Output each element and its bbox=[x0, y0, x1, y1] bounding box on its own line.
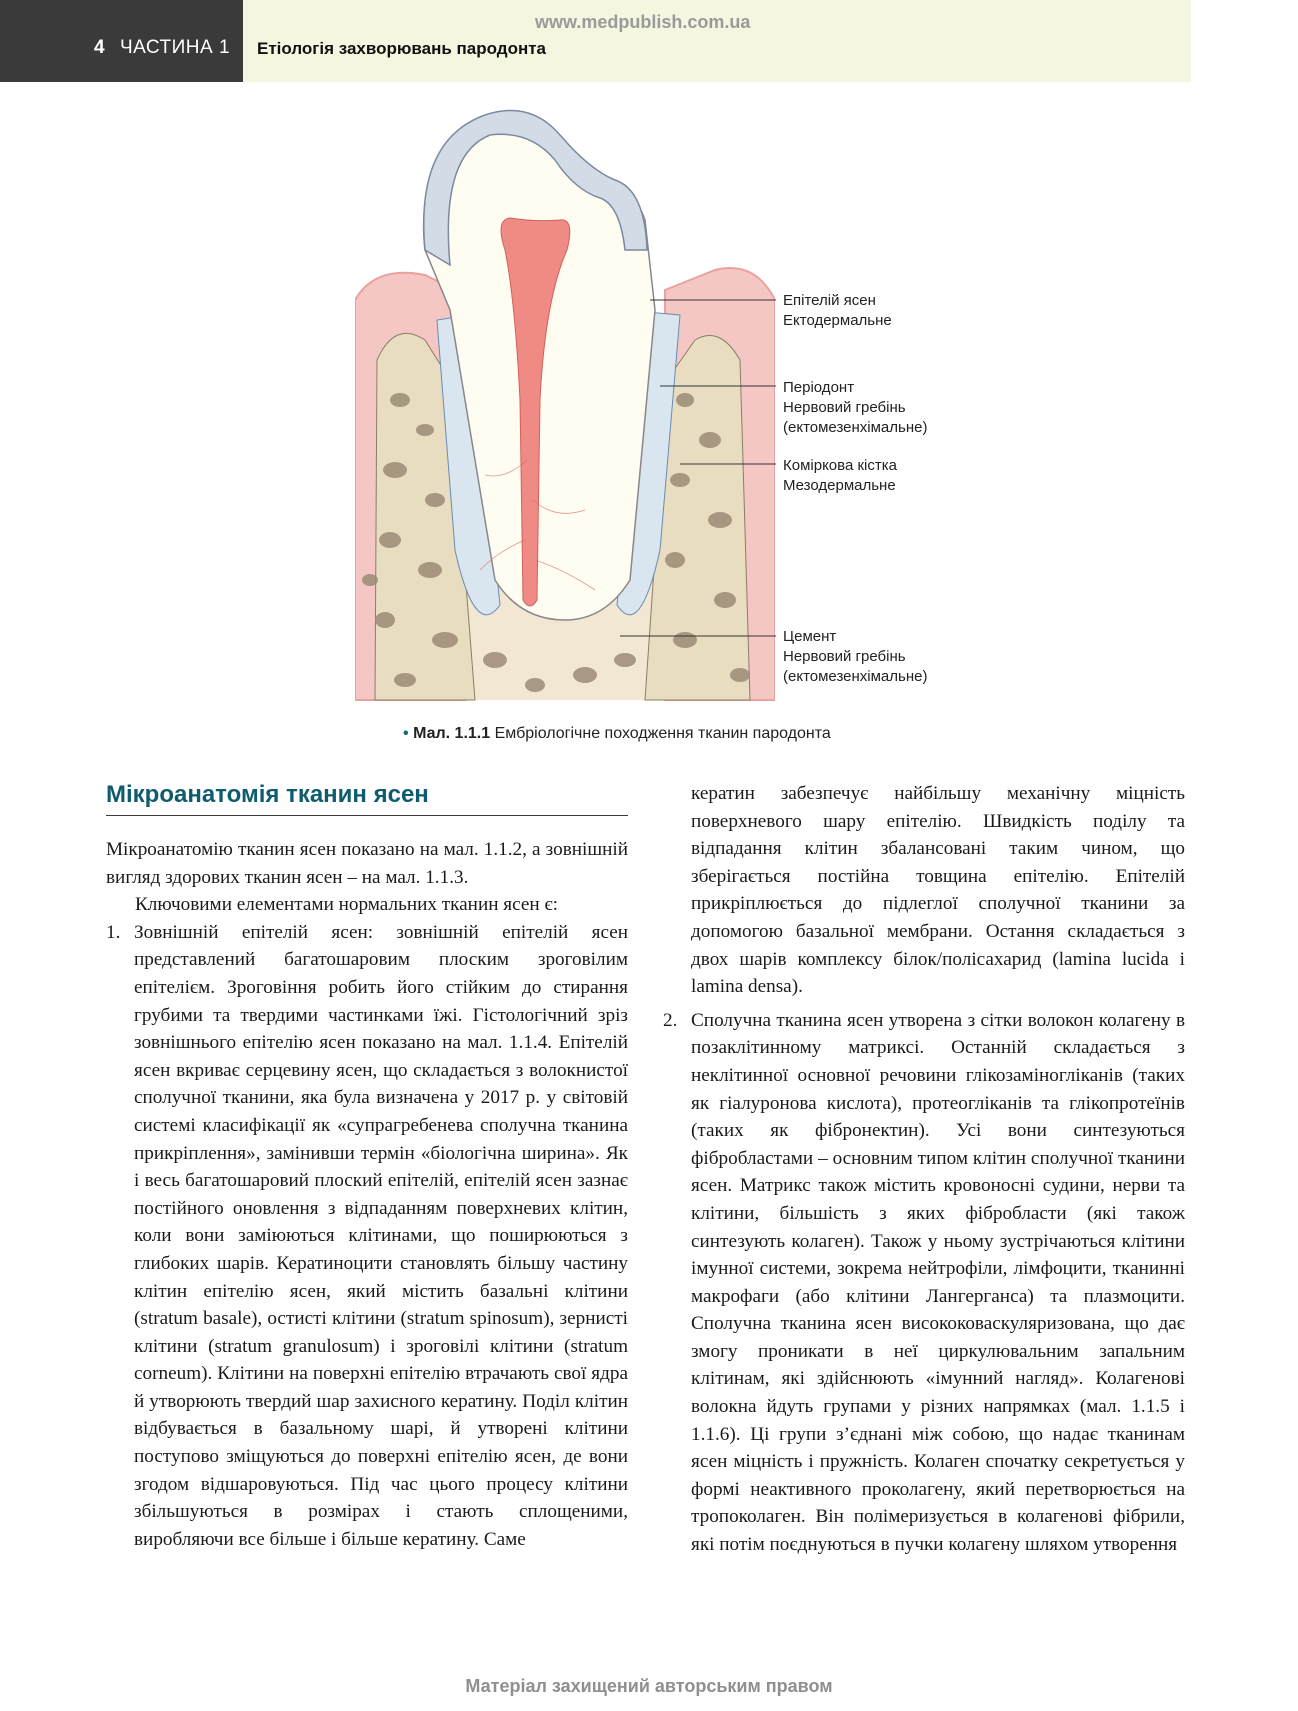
publisher-url[interactable]: www.medpublish.com.ua bbox=[535, 12, 751, 32]
label-alveolar-bone: Коміркова кістка Мезодермальне bbox=[783, 457, 897, 494]
page-number: 4 bbox=[94, 37, 105, 58]
list-item bbox=[106, 919, 628, 1554]
list-item-text: Зовнішній епітелій ясен: зовнішній епітелій ясен представлений багатошаровим плоским зроговілим епітелієм. Зроговіння робить його стійким до стирання грубими та твердими частинками їжі. Гістологічний зріз зовнішнього епітелію ясен показано на мал. 1.1.4. Епітелій ясен вкриває серцевину ясен, що складається з волокнистої сполучної тканини, яка була визначена у 2017 р. у світовій системі класифікації як «супрагребенева сполучна тканина прикріплення», замінивши термін «біологічна ширина». Як і весь багатошаровий плоский епітелій, епітелій ясен зазнає постійного оновлення з відпаданням поверхневих клітин, коли вони заміюються клітинами, що поширюються з глибоких шарів. Кератиноцити становлять більшу частину клітин епітелію ясен, який містить базальні клітини (stratum basale), остисті клітини (stratum spinosum), зернисті клітини (stratum granulosum) і зроговілі клітини (stratum corneum). Клітини на поверхні епітелію втрачають свої ядра й утворюють твердий шар захисного кератину. Поділ клітин відбувається в базальному шарі, й утворені клітини поступово зміщуються до поверхні епітелію ясен, де вони згодом відшаровуються. Під час цього процесу клітини збільшуються в розмірах і стають сплощеними, виробляючи все більше і більше кератину. Саме bbox=[134, 921, 628, 1550]
intro-paragraph: Мікроанатомію тканин ясен показано на мал. 1.1.2, а зовнішній вигляд здорових тканин ясен – на мал. 1.1.3. bbox=[106, 839, 628, 888]
figure-caption bbox=[403, 725, 831, 743]
chapter-title: Етіологія захворювань пародонта bbox=[257, 39, 547, 58]
list-number: 2. bbox=[663, 1009, 678, 1031]
right-column bbox=[663, 780, 1185, 1559]
left-column bbox=[106, 836, 628, 1553]
lead-paragraph: Ключовими елементами нормальних тканин ясен є: bbox=[135, 894, 559, 916]
copyright-footer: Матеріал захищений авторським правом bbox=[465, 1676, 833, 1696]
caption-text: Ембріологічне походження тканин пародонта bbox=[494, 725, 831, 742]
section-title: Мікроанатомія тканин ясен bbox=[106, 781, 628, 816]
label-leader-lines bbox=[0, 0, 1298, 720]
label-cementum: Цемент Нервовий гребінь (ектомезенхімальне) bbox=[783, 628, 928, 685]
part-label: ЧАСТИНА 1 bbox=[120, 37, 231, 58]
continuation-paragraph: кератин забезпечує найбільшу механічну міцність поверхневого шару епітелію. Швидкість поділу та відпадання клітин збалансовані таким чином, що зберігається постійна товщина епітелію. Епітелій прикріплюється до підлеглої сполучної тканини за допомогою базальної мембрани. Остання складається з двох шарів комплексу білок/полісахарид (lamina lucida і lamina densa). bbox=[691, 783, 1185, 998]
caption-number: Мал. 1.1.1 bbox=[413, 725, 491, 742]
list-item-text: Сполучна тканина ясен утворена з сітки волокон колагену в позаклітинному матриксі. Останній складається з неклітинної основної речовини глікозаміногліканів (таких як гіалуронова кислота), протеогліканів та глікопротеїнів (таких як фібронектин). Усі вони синтезуються фібробластами – основним типом клітин сполучної тканини ясен. Матрикс також містить кровоносні судини, нерви та клітини, більшість з яких фібробласти (які також синтезують колаген). Також у ньому зустрічаються клітини імунної системи, зокрема нейтрофіли, лімфоцити, тканинні макрофаги (або клітини Лангерганса) та плазмоцити. Сполучна тканина ясен висококоваскуляризована, що дає змогу проникати в неї циркулювальним запальним клітинам, які здійснюють «імунний нагляд». Колагенові волокна йдуть групами у різних напрямках (мал. 1.1.5 і 1.1.6). Ці групи з’єднані між собою, що надає тканинам ясен міцність і пружність. Колаген спочатку секретується у формі неактивного проколагену, який перетворюється на тропоколаген. Він полімеризується в колагенові фібрили, які потім поєднуються в пучки колагену шляхом утворення bbox=[691, 1009, 1185, 1556]
label-periodontium: Періодонт Нервовий гребінь (ектомезенхімальне) bbox=[783, 379, 928, 436]
caption-bullet: • bbox=[403, 725, 409, 742]
label-gingival-epithelium: Епітелій ясен Ектодермальне bbox=[783, 292, 892, 329]
list-number: 1. bbox=[106, 921, 121, 943]
list-item bbox=[663, 1007, 1185, 1559]
